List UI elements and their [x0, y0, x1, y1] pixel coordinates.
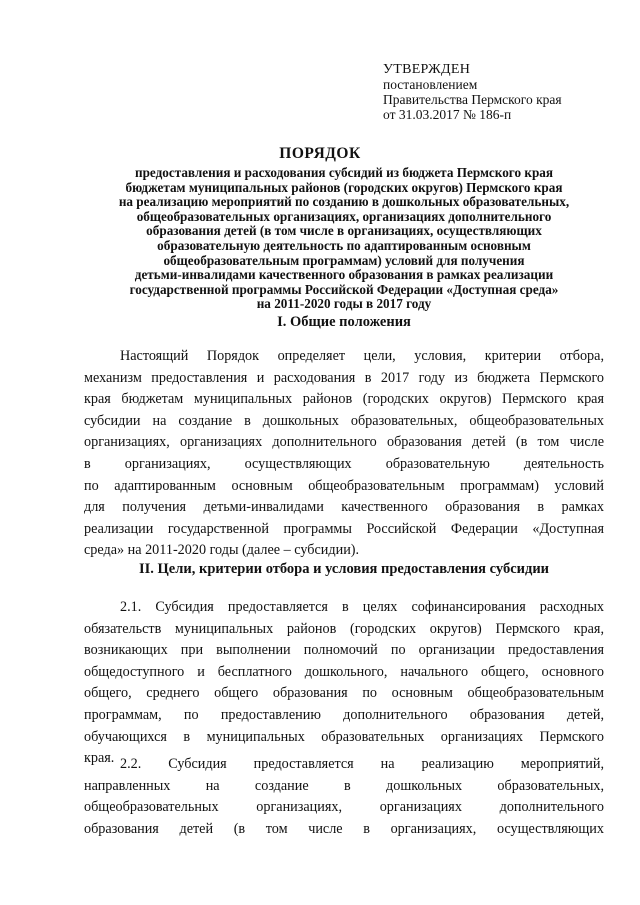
- subtitle-line: бюджетам муниципальных районов (городских округов) Пермского края: [125, 179, 563, 195]
- subtitle-line: общеобразовательных организациях, организациях дополнительного: [136, 208, 552, 224]
- text-line: реализации государственной программы Российской Федерации «Доступная: [84, 520, 604, 537]
- text-line: обязательств муниципальных районов (городских округов) Пермского края,: [84, 620, 604, 637]
- approval-line: постановлением: [383, 77, 478, 92]
- text-line: 2.1. Субсидия предоставляется в целях софинансирования расходных: [120, 599, 604, 615]
- subtitle-line: государственной программы Российской Федерации «Доступная среда»: [129, 281, 559, 297]
- text-line: среда» на 2011-2020 годы (далее – субсидии).: [84, 542, 360, 559]
- clause-2-2: [84, 754, 604, 840]
- section-1-paragraph: [84, 346, 604, 562]
- subtitle-line: детьми-инвалидами качественного образования в рамках реализации: [134, 267, 554, 283]
- subtitle-line: на 2011-2020 годы в 2017 году: [256, 296, 432, 312]
- section-2-heading: II. Цели, критерии отбора и условия предоставления субсидии: [138, 561, 550, 577]
- text-line: возникающих при выполнении полномочий по организации предоставления: [84, 642, 604, 659]
- subtitle-line: образования детей (в том числе в организациях, осуществляющих: [146, 223, 542, 239]
- text-line: механизм предоставления и расходования в 2017 году из бюджета Пермского: [84, 369, 604, 386]
- text-line: общедоступного и бесплатного дошкольного, начального общего, основного: [84, 663, 604, 680]
- document-title: ПОРЯДОК: [279, 145, 361, 162]
- text-line: в организациях, осуществляющих образовательную деятельность: [84, 455, 604, 472]
- text-line: края бюджетам муниципальных районов (городских округов) Пермского края: [84, 391, 604, 408]
- subtitle-line: предоставления и расходования субсидий из бюджета Пермского края: [134, 165, 554, 180]
- document-subtitle: [84, 166, 604, 312]
- section-1-heading: I. Общие положения: [277, 314, 411, 330]
- text-line: программам, по предоставлению дополнительного образования детей,: [84, 706, 604, 723]
- clause-2-1: [84, 597, 604, 770]
- text-line: 2.2. Субсидия предоставляется на реализацию мероприятий,: [120, 756, 604, 772]
- subtitle-line: на реализацию мероприятий по созданию в дошкольных образовательных,: [118, 194, 570, 210]
- approval-line: Правительства Пермского края: [383, 92, 562, 107]
- text-line: для получения детьми-инвалидами качественного образования в рамках: [84, 499, 604, 516]
- text-line: организациях, организациях дополнительного образования детей (в том числе: [84, 434, 604, 451]
- text-line: края.: [84, 750, 115, 767]
- text-line: образования детей (в том числе в организациях, осуществляющих: [84, 820, 604, 837]
- approval-title: УТВЕРЖДЕН: [383, 62, 471, 77]
- text-line: обучающихся в муниципальных образовательных организациях Пермского: [84, 728, 604, 745]
- subtitle-line: общеобразовательным программам) условий для получения: [163, 252, 525, 268]
- text-line: субсидии на создание в дошкольных образовательных, общеобразовательных: [84, 412, 604, 429]
- approval-line: от 31.03.2017 № 186-п: [383, 107, 512, 122]
- text-line: по адаптированным основным общеобразовательным программам) условий: [84, 477, 604, 494]
- text-line: общеобразовательных организациях, организациях дополнительного: [84, 799, 604, 816]
- subtitle-line: образовательную деятельность по адаптированным основным: [157, 237, 531, 253]
- text-line: общего, среднего общего образования по основным общеобразовательным: [84, 685, 604, 702]
- text-line: направленных на создание в дошкольных образовательных,: [84, 777, 604, 794]
- text-line: Настоящий Порядок определяет цели, условия, критерии отбора,: [120, 348, 604, 364]
- approval-block: [383, 62, 562, 122]
